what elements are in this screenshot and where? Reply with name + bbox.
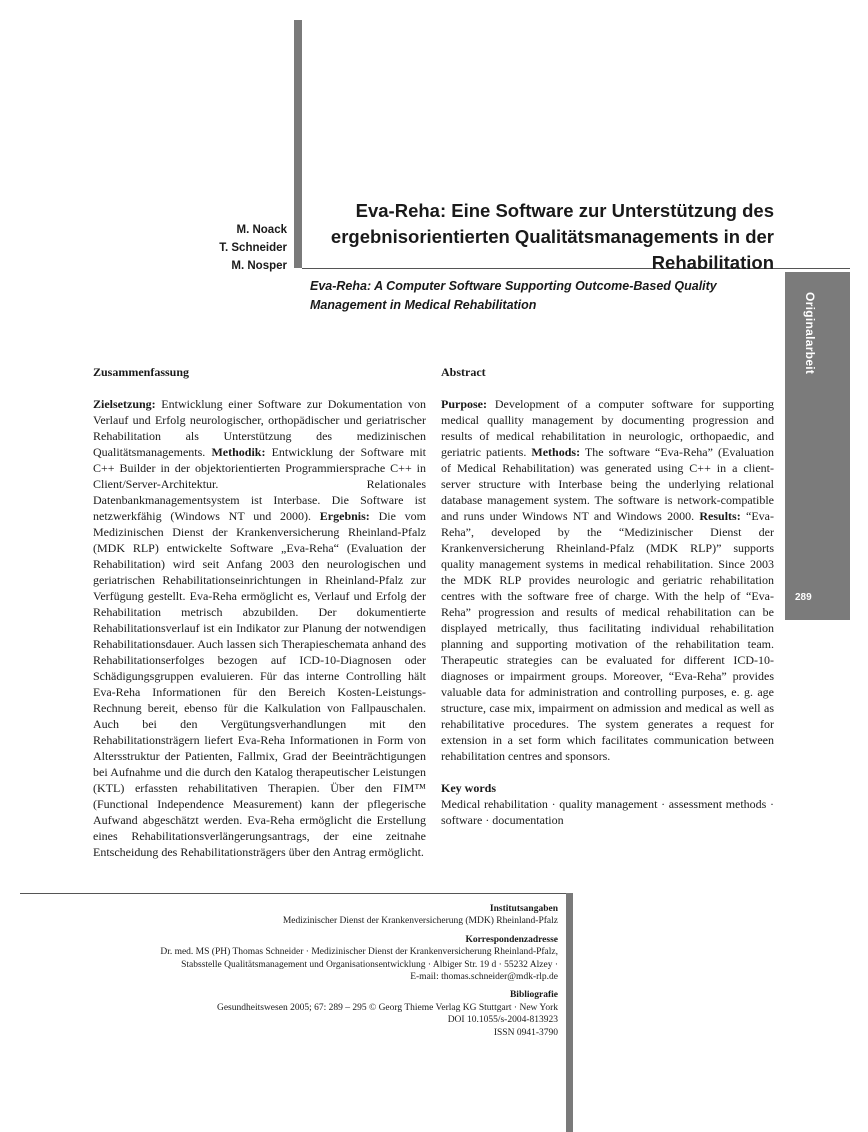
author-name: M. Noack — [236, 224, 287, 236]
footer-rule — [20, 893, 569, 894]
bibliography-line: Gesundheitswesen 2005; 67: 289 – 295 © Georg Thieme Verlag KG Stuttgart · New York — [216, 1002, 558, 1013]
institut-text: Medizinischer Dienst der Krankenversicherung (MDK) Rheinland-Pfalz — [282, 916, 558, 927]
text-segment: Zielsetzung: — [93, 397, 156, 411]
text-segment: Entwicklung einer Software zur Dokumentation von Verlauf und Erfolg neurologischer, orthopädischer und geriatrischer Rehabilitation als Unterstützung des medizinischen Qualitätsmanagements. — [93, 397, 426, 459]
footer-accent-bar — [566, 893, 573, 1132]
correspondence-email: E-mail: thomas.schneider@mdk-rlp.de — [410, 972, 558, 983]
text-segment: Methodik: — [211, 445, 266, 459]
text-segment: Ergebnis: — [319, 509, 370, 523]
article-info-block — [60, 903, 558, 1039]
text-segment: The software “Eva-Reha” (Evaluation of Medical Rehabilitation) was generated using C++ in a client-server structure with Interbase being the underlying relational database management system. The software is network-compatible and runs under Windows NT and Windows 2000. — [441, 445, 774, 523]
section-side-tab — [785, 272, 850, 620]
text-segment: Development of a computer software for supporting medical quallity management by documenting progression and results of medical rehabilitation in neurologic, orthopaedic, and geriatric patients. — [441, 397, 774, 459]
bibliography-heading: Bibliografie — [509, 990, 558, 1001]
article-title: Eva-Reha: Eine Software zur Unterstützung des ergebnisorientierten Qualitätsmanagements in der Rehabilitation — [330, 200, 774, 273]
section-label: Originalarbeit — [803, 292, 817, 375]
author-list — [150, 221, 287, 275]
correspondence-line: Stabsstelle Qualitätsmanagement und Organisationsentwicklung · Albiger Str. 19 d · 55232 Alzey · — [181, 959, 558, 970]
keywords-text: Medical rehabilitation · quality management · assessment methods · software · documentation — [441, 797, 774, 827]
text-segment: “Eva-Reha”, developed by the “Medizinischer Dienst der Krankenversicherung Rheinland-Pfalz (MDK RLP)” supports quality management systems in medical rehabilitation. Since 2003 the MDK RLP provides neurologic and geriatric rehabilitation centres with the software free of charge. With the help of “Eva-Reha” progression and results of medical rehabilitation can be displayed metrically, thus facilitating individual rehabilitation planning and supporting motivation of the rehabilitation team. Therapeutic strategies can be evaluated for different ICD-10-diagnoses or impairment groups. Moreover, “Eva-Reha” provides valuable data for administration and controlling purposes, e. g. age structure, case mix, impairment on admission and medical as well as rehabilitative procedures. The system generates a request for extension in a set form which facilitates communication between rehabilitation centres and sponsors. — [441, 509, 774, 763]
keywords-heading: Key words — [441, 781, 496, 795]
zusammenfassung-heading: Zusammenfassung — [93, 365, 190, 379]
text-segment: Results: — [699, 509, 741, 523]
text-segment: Methods: — [531, 445, 581, 459]
page-number: 289 — [795, 592, 812, 603]
text-segment: Purpose: — [441, 397, 487, 411]
text-segment: Entwicklung der Software mit C++ Builder in der objektorientierten Programmiersprache C++ in Client/Server-Architektur. Relationales Datenbankmanagementsystem ist Interbase. Die Software ist netzwerkfähig (Windows NT und 2000). — [93, 445, 426, 523]
institut-heading: Institutsangaben — [489, 904, 558, 914]
author-name: T. Schneider — [219, 242, 287, 254]
abstract-text — [441, 396, 774, 764]
abstract-column — [441, 364, 774, 828]
bibliography-doi: DOI 10.1055/s-2004-813923 — [447, 1015, 558, 1026]
article-subtitle: Eva-Reha: A Computer Software Supporting Outcome-Based Quality Management in Medical Rehabilitation — [310, 279, 717, 312]
correspondence-line: Dr. med. MS (PH) Thomas Schneider · Medizinischer Dienst der Krankenversicherung Rheinland-Pfalz, — [160, 947, 558, 958]
bibliography-issn: ISSN 0941-3790 — [493, 1027, 558, 1038]
correspondence-heading: Korrespondenzadresse — [465, 934, 558, 945]
text-segment: Die vom Medizinischen Dienst der Krankenversicherung Rheinland-Pfalz (MDK RLP) entwickelte Software „Eva-Reha“ (Evaluation der Rehabilitation) wird seit Anfang 2003 den neurologischen und geriatrischen Rehabilitationseinrichtungen in Rheinland-Pfalz zur Verfügung gestellt. Eva-Reha ermöglicht es, Verlauf und Erfolg der Rehabilitation metrisch abzubilden. Der dokumentierte Rehabilitationsverlauf ist ein Indikator zur Planung der notwendigen Rehabilitationsdauer. Auch lassen sich Therapieschemata anhand des Rehabilitationserfolges bezogen auf ICD-10-Diagnosen oder Schädigungsgruppen evaluieren. Für das interne Controlling hält Eva-Reha Informationen für den Bereich Kosten-Leistungs-Rechnung bereit, ebenso für die Kalkulation von Fallpauschalen. Auch bei den Vergütungsverhandlungen mit den Rehabilitationsträgern liefert Eva-Reha Informationen in Form von Altersstruktur der Patienten, Fallmix, Grad der Beeinträchtigungen bei Aufnahme und die durch den Katalog therapeutischer Leistungen (KTL) erfassten rehabilitativen Therapien. Über den FIM™ (Functional Independence Measurement) kann der pflegerische Aufwand abgeschätzt werden. Eva-Reha ermöglicht die Erstellung eines Rehabilitationsverlängerungsantrags, der eine zeitnahe Entscheidung des Rehabilitationsträgers über den Antrag ermöglicht. — [93, 509, 426, 859]
author-name: M. Nosper — [231, 260, 287, 272]
zusammenfassung-column — [93, 364, 426, 860]
abstract-heading: Abstract — [441, 365, 486, 379]
title-accent-bar — [294, 20, 302, 268]
zusammenfassung-text — [93, 396, 426, 860]
